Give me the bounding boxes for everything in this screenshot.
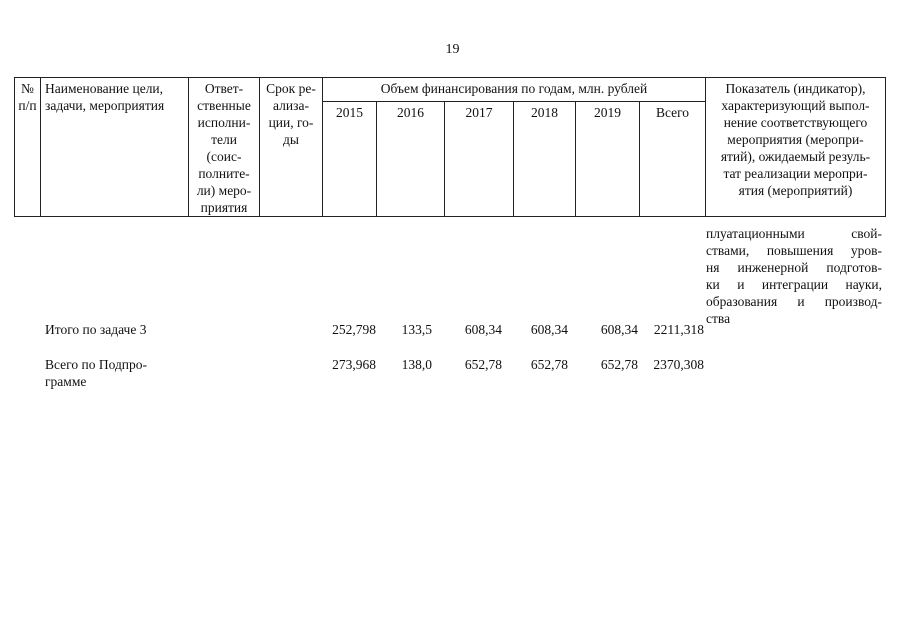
row-value-2019: 652,78 [600, 357, 638, 372]
header-year-2018: 2018 [531, 105, 558, 120]
header-text-line: Показатель (индикатор), [725, 81, 866, 96]
header-text-line: № [21, 81, 34, 96]
header-year-2017: 2017 [465, 105, 493, 120]
row-value-2015: 273,968 [332, 357, 376, 372]
header-executors [189, 80, 259, 216]
table-row [0, 356, 905, 396]
header-text-line: приятия [200, 200, 248, 215]
header-text-line: мероприятия (меропри- [727, 132, 864, 147]
row-value-2019: 608,34 [600, 322, 638, 337]
header-year-2019: 2019 [594, 105, 621, 120]
page-number: 19 [445, 42, 460, 57]
continuation-line: ня инженерной подготов- [706, 260, 882, 275]
row-value-total: 2211,318 [653, 322, 704, 337]
row-value-2017: 608,34 [464, 322, 502, 337]
header-text-line: ятия (мероприятий) [738, 183, 853, 198]
header-text-line: п/п [18, 98, 37, 113]
header-text-line: Срок ре- [266, 81, 316, 96]
row-value-2015: 252,798 [332, 322, 376, 337]
indicator-continuation [706, 225, 882, 327]
row-label-line: грамме [45, 374, 87, 389]
header-text-line: ственные [197, 98, 251, 113]
header-year-2016: 2016 [397, 105, 424, 120]
header-text-line: исполни- [197, 115, 251, 130]
header-text-line: Ответ- [204, 81, 244, 96]
table-top-border [14, 77, 885, 78]
continuation-line: ствами, повышения уров- [706, 243, 882, 258]
header-text-line: задачи, мероприятия [45, 98, 165, 113]
continuation-line: ки и интеграции науки, [706, 277, 882, 292]
header-text-line: ализа- [273, 98, 309, 113]
header-term [260, 80, 322, 148]
continuation-line: образования и производ- [706, 294, 882, 309]
row-value-2017: 652,78 [464, 357, 502, 372]
header-text-line: ли) меро- [196, 183, 252, 198]
header-name [45, 80, 187, 114]
row-value-2018: 608,34 [530, 322, 568, 337]
header-indicator [706, 80, 885, 199]
header-text-line: полните- [198, 166, 250, 181]
years-row-border [322, 101, 706, 102]
row-label [45, 356, 147, 390]
row-value-2018: 652,78 [530, 357, 568, 372]
header-year-2015: 2015 [336, 105, 363, 120]
col-border [885, 77, 886, 217]
row-label: Итого по задаче 3 [45, 322, 147, 337]
header-text-line: ды [283, 132, 299, 147]
header-text-line: (соис- [206, 149, 242, 164]
row-label-line: Всего по Подпро- [45, 357, 148, 372]
header-text-line: тат реализации меропри- [723, 166, 868, 181]
row-value-2016: 133,5 [401, 322, 432, 337]
header-text-line: ции, го- [268, 115, 314, 130]
header-text-line: характеризующий выпол- [721, 98, 870, 113]
header-text-line: ятий), ожидаемый резуль- [720, 149, 871, 164]
continuation-line: плуатационными свой- [706, 226, 882, 241]
header-total: Всего [655, 105, 690, 120]
table-bottom-border [14, 216, 885, 217]
continuation-line: ства [706, 311, 731, 326]
header-num [15, 80, 40, 114]
header-text-line: Наименование цели, [45, 81, 164, 96]
header-text-line: тели [211, 132, 237, 147]
header-funding-title: Объем финансирования по годам, млн. рублей [380, 81, 648, 96]
row-value-2016: 138,0 [401, 357, 432, 372]
table-row [0, 321, 905, 341]
header-text-line: нение соответствующего [723, 115, 868, 130]
row-value-total: 2370,308 [653, 357, 704, 372]
col-border [40, 77, 41, 217]
col-border [322, 77, 323, 217]
